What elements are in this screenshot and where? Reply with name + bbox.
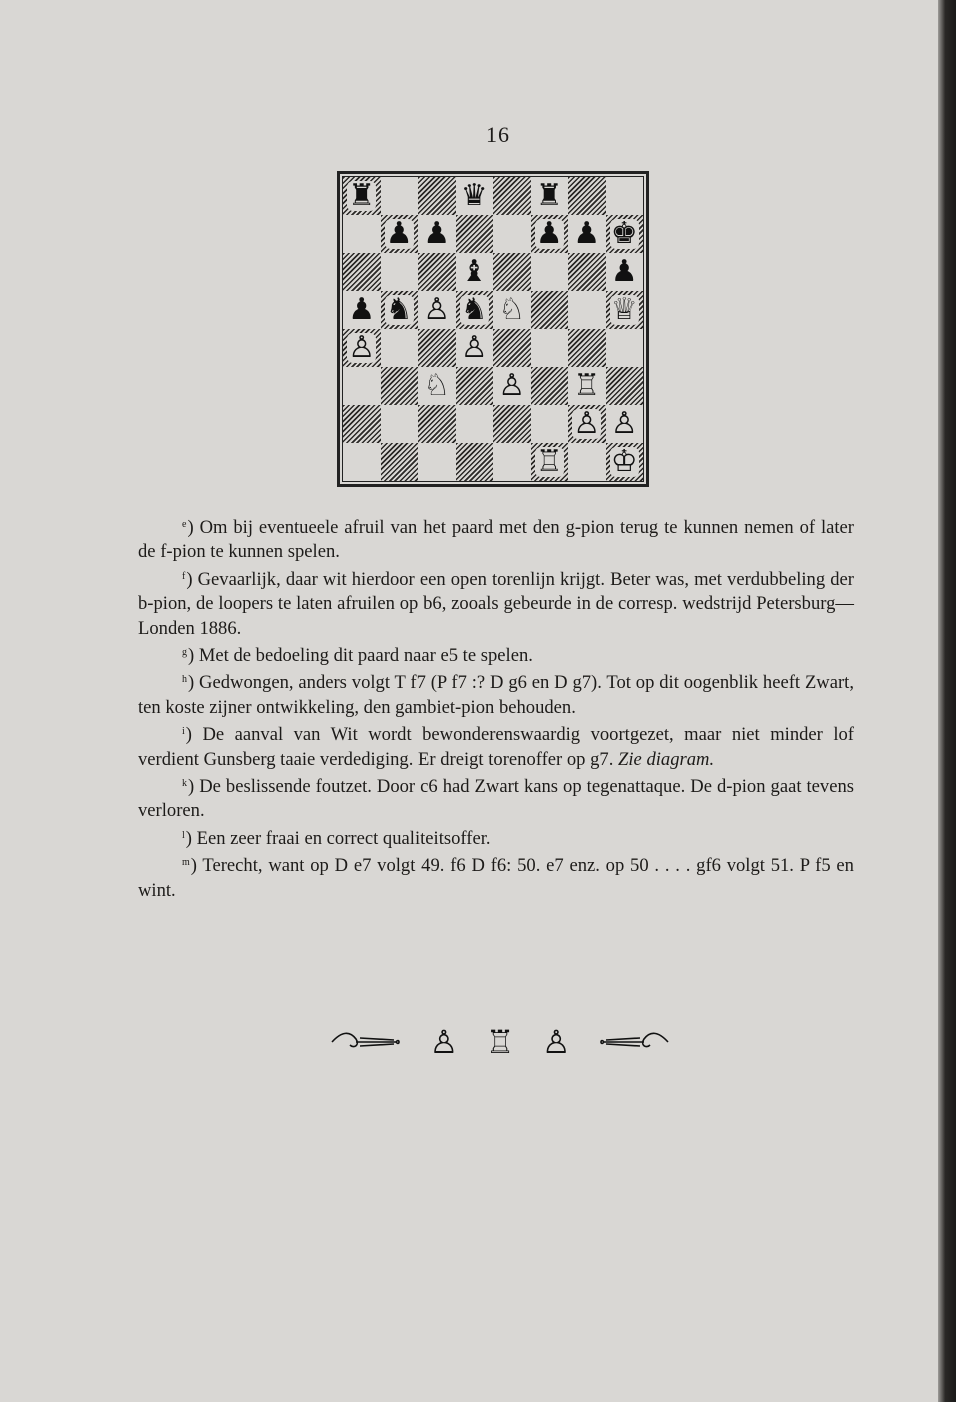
note-h: $^h$) Gedwongen, anders volgt T f7 (P f7 :? D g6 en D g7). Tot op dit oogenblik heeft Zwart, ten koste zijner ontwikkeling, den gambiet-pion behouden. [138,672,854,718]
square-e3 [493,367,531,405]
chess-board [342,176,644,482]
white-knight-icon: ♘ [423,368,451,403]
square-a6 [343,253,381,291]
square-b5 [381,291,419,329]
decorative-ornament [330,1022,670,1062]
square-f4 [531,329,569,367]
black-queen-icon: ♛ [460,178,488,213]
square-f2 [531,405,569,443]
square-d6 [456,253,494,291]
square-d1 [456,443,494,481]
black-rook-icon: ♜ [535,178,563,213]
square-d5 [456,291,494,329]
white-pawn-icon: ♙ [423,292,451,327]
square-d3 [456,367,494,405]
square-b1 [381,443,419,481]
chess-diagram [337,171,649,487]
white-rook-icon: ♖ [573,368,601,403]
note-marker: k [182,778,187,790]
square-e1 [493,443,531,481]
square-e7 [493,215,531,253]
white-pawn-icon: ♙ [460,330,488,365]
square-d4 [456,329,494,367]
note-marker: f [182,570,186,582]
square-c6 [418,253,456,291]
note-text: Een zeer fraai en correct qualiteitsoffer. [196,827,491,849]
note-marker: l [182,829,185,841]
annotation-notes [138,513,854,903]
square-f1 [531,443,569,481]
square-d2 [456,405,494,443]
black-bishop-icon: ♝ [460,254,488,289]
note-text: Om bij eventueele afruil van het paard met den g-pion terug te kunnen nemen of later de f-pion te kunnen spelen. [138,517,854,563]
note-text: Met de bedoeling dit paard naar e5 te spelen. [198,645,533,667]
left-flourish-icon [330,1029,402,1055]
black-pawn-icon: ♟ [348,292,376,327]
square-b8 [381,177,419,215]
square-a4 [343,329,381,367]
square-b6 [381,253,419,291]
square-a1 [343,443,381,481]
note-italic: Zie diagram. [618,748,715,770]
white-king-icon: ♔ [610,444,638,479]
note-text: Terecht, want op D e7 volgt 49. f6 D f6: 50. e7 enz. op 50 . . . . gf6 volgt 51. P f5 en wint. [138,855,854,901]
note-text: De aanval van Wit wordt bewonderenswaardig voortgezet, maar niet minder lof verdient Gunsberg taaie verdediging. Er dreigt torenoffer op g7. [138,724,854,770]
note-k: $^k$) De beslissende foutzet. Door c6 had Zwart kans op tegenattaque. De d-pion gaat tevens verloren. [138,776,855,822]
book-spine-shadow [938,0,956,1402]
square-c1 [418,443,456,481]
square-g8 [568,177,606,215]
square-g3 [568,367,606,405]
square-e2 [493,405,531,443]
square-c4 [418,329,456,367]
note-e: $^e$) Om bij eventueele afruil van het paard met den g-pion terug te kunnen nemen of later de f-pion te kunnen spelen. [138,517,854,563]
square-h5 [606,291,644,329]
note-i: $^i$) De aanval van Wit wordt bewonderenswaardig voortgezet, maar niet minder lof verdient Gunsberg taaie verdediging. Er dreigt torenoffer op g7. Zie diagram. [138,724,854,770]
square-g4 [568,329,606,367]
square-g7 [568,215,606,253]
white-knight-icon: ♘ [498,292,526,327]
square-a8 [343,177,381,215]
white-rook-icon: ♖ [535,444,563,479]
white-pawn-icon: ♙ [573,406,601,441]
right-flourish-icon [598,1029,670,1055]
square-e6 [493,253,531,291]
square-c8 [418,177,456,215]
square-h4 [606,329,644,367]
note-f: $^f$) Gevaarlijk, daar wit hierdoor een open torenlijn krijgt. Beter was, met verdubbeling der b-pion, de loopers te laten afruilen op b6, zooals gebeurde in de corresp. wedstrijd Petersburg—Londen 1886. [138,568,854,639]
square-c2 [418,405,456,443]
square-e5 [493,291,531,329]
square-f5 [531,291,569,329]
square-g5 [568,291,606,329]
square-d8 [456,177,494,215]
note-text: De beslissende foutzet. Door c6 had Zwart kans op tegenattaque. De d-pion gaat tevens verloren. [138,776,855,822]
square-g1 [568,443,606,481]
note-g: $^g$) Met de bedoeling dit paard naar e5 te spelen. [182,645,533,667]
square-h1 [606,443,644,481]
black-rook-icon: ♜ [348,178,376,213]
square-b2 [381,405,419,443]
square-f8 [531,177,569,215]
square-f6 [531,253,569,291]
ornament-piece-2: ♖ [485,1023,515,1061]
square-h2 [606,405,644,443]
square-g2 [568,405,606,443]
square-b7 [381,215,419,253]
white-queen-icon: ♕ [610,292,638,327]
square-a3 [343,367,381,405]
black-pawn-icon: ♟ [535,216,563,251]
square-a7 [343,215,381,253]
square-f7 [531,215,569,253]
black-knight-icon: ♞ [385,292,413,327]
square-a5 [343,291,381,329]
note-l: $^l$) Een zeer fraai en correct qualiteitsoffer. [182,827,491,849]
square-c7 [418,215,456,253]
note-text: Gedwongen, anders volgt T f7 (P f7 :? D g6 en D g7). Tot op dit oogenblik heeft Zwart, ten koste zijner ontwikkeling, den gambiet-pion behouden. [138,672,854,718]
square-c3 [418,367,456,405]
square-h3 [606,367,644,405]
note-marker: h [182,674,187,686]
square-c5 [418,291,456,329]
black-pawn-icon: ♟ [573,216,601,251]
square-a2 [343,405,381,443]
square-h6 [606,253,644,291]
ornament-piece-3: ♙ [541,1023,571,1061]
ornament-piece-1: ♙ [429,1023,459,1061]
black-pawn-icon: ♟ [610,254,638,289]
square-b3 [381,367,419,405]
note-m: $^m$) Terecht, want op D e7 volgt 49. f6 D f6: 50. e7 enz. op 50 . . . . gf6 volgt 51. P f5 en wint. [138,855,854,901]
black-pawn-icon: ♟ [385,216,413,251]
black-knight-icon: ♞ [460,292,488,327]
square-f3 [531,367,569,405]
note-marker: i [182,726,185,738]
square-d7 [456,215,494,253]
square-e8 [493,177,531,215]
square-g6 [568,253,606,291]
page-number: 16 [486,122,510,147]
square-e4 [493,329,531,367]
square-h8 [606,177,644,215]
note-marker: m [182,857,190,869]
note-text: Gevaarlijk, daar wit hierdoor een open torenlijn krijgt. Beter was, met verdubbeling der b-pion, de loopers te laten afruilen op b6, zooals gebeurde in de corresp. wedstrijd Petersburg—Londen 1886. [138,568,854,639]
white-pawn-icon: ♙ [610,406,638,441]
note-marker: e [182,519,187,530]
black-king-icon: ♚ [610,216,638,251]
square-b4 [381,329,419,367]
white-pawn-icon: ♙ [498,368,526,403]
black-pawn-icon: ♟ [423,216,451,251]
white-pawn-icon: ♙ [348,330,376,365]
square-h7 [606,215,644,253]
note-marker: g [182,647,187,659]
